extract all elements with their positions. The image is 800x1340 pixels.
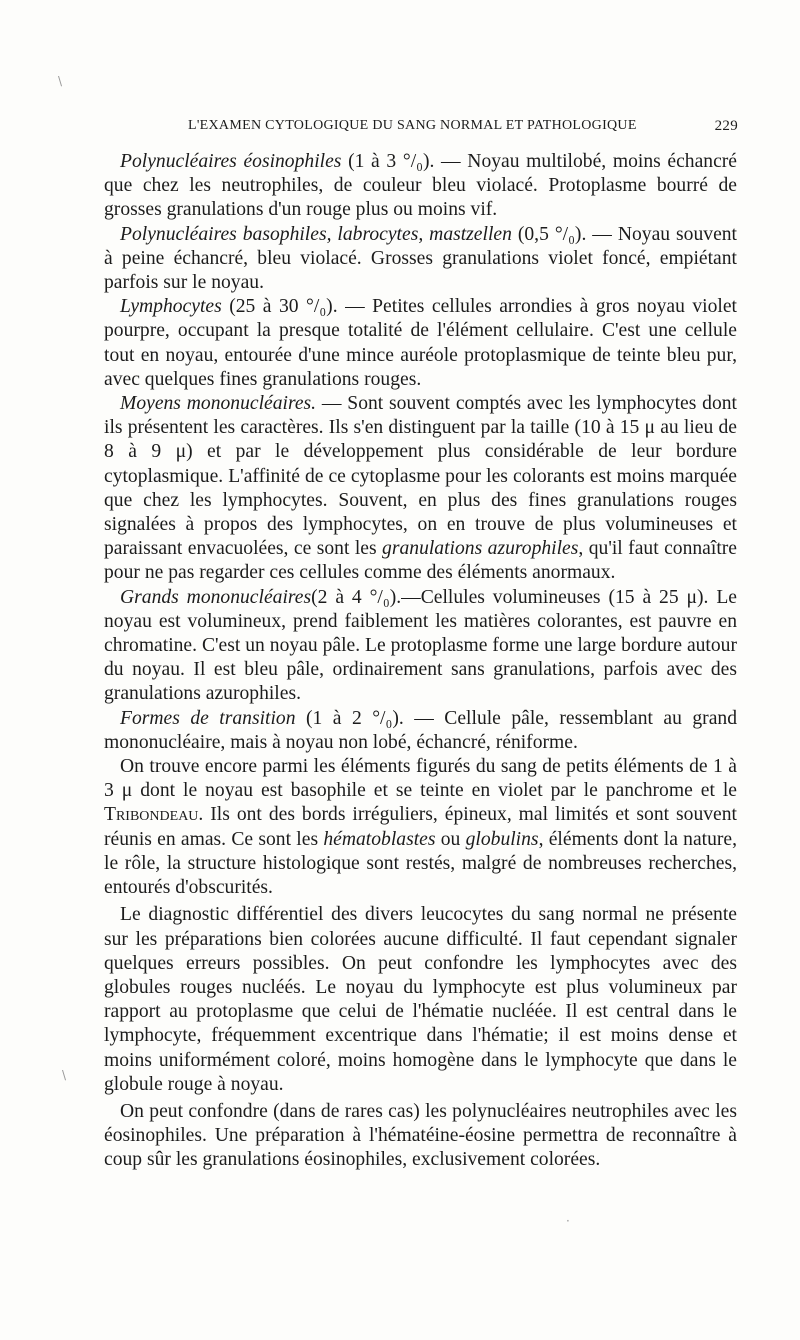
paragraph-hematoblastes: [104, 755, 737, 900]
text-eosinophiles: (1 à 3 °/₀). — Noyau multilobé, moins échancré que chez les neutrophiles, de couleur bleu violacé. Protoplasme bourré de grosses granulations d'un rouge plus ou moins vif.: [104, 151, 738, 221]
running-header: [118, 118, 738, 140]
text-grands-mononucleaires: (2 à 4 °/₀).—Cellules volumineuses (15 à 25 μ). Le noyau est volumineux, prend faiblement les matières colorantes, est pauvre en chromatine. C'est un noyau pâle. Le protoplasme forme une large bordure autour du noyau. Il est bleu pâle, ordinairement sans granulations, parfois avec des granulations azurophiles.: [104, 586, 737, 705]
text-lymphocytes: (25 à 30 °/₀). — Petites cellules arrondies à gros noyau violet pourpre, occupant la presque totalité de l'élément cellulaire. C'est une cellule tout en noyau, entourée d'une mince auréole protoplasmique de teinte bleu pur, avec quelques fines granulations rouges.: [104, 296, 737, 390]
text-confusion: On peut confondre (dans de rares cas) les polynucléaires neutrophiles avec les éosinophiles. Une préparation à l'hématéine-éosine permettra de reconnaître à coup sûr les granulations éosinophiles, exclusivement colorées.: [104, 1100, 737, 1171]
scan-speck: \: [62, 1068, 67, 1082]
paragraph-diagnostic: [104, 903, 737, 1097]
term-lymphocytes: Lymphocytes: [120, 296, 222, 318]
page-number: 229: [714, 118, 738, 134]
text-hematoblastes-d: , éléments dont la nature, le rôle, la structure histologique sont restés, malgré de nombreuses recherches, entourés d'obscurités.: [104, 828, 738, 899]
paragraph-grands-mononucleaires: [104, 586, 737, 707]
scan-speck: \: [58, 74, 63, 88]
running-title: L'EXAMEN CYTOLOGIQUE DU SANG NORMAL ET PATHOLOGIQUE: [188, 118, 637, 133]
term-granulations-azurophiles: granulations azurophiles: [382, 538, 579, 560]
text-hematoblastes-c: ou: [435, 828, 466, 850]
term-formes-transition: Formes de transition: [120, 707, 296, 729]
term-grands-mononucleaires: Grands mononucléaires: [120, 586, 312, 608]
body-text: [104, 150, 737, 1173]
text-basophiles: (0,5 °/₀). — Noyau souvent à peine échancré, bleu violacé. Grosses granulations violet foncé, empiétant parfois sur le noyau.: [104, 223, 738, 294]
text-formes-transition: (1 à 2 °/₀). — Cellule pâle, ressemblant au grand mononucléaire, mais à noyau non lobé, échancré, réniforme.: [104, 707, 737, 753]
paragraph-moyens-mononucleaires: [104, 392, 737, 586]
paragraph-confusion: [104, 1100, 737, 1173]
text-diagnostic: Le diagnostic différentiel des divers leucocytes du sang normal ne présente sur les préparations bien colorées aucune difficulté. Il faut cependant signaler quelques erreurs possibles. On peut confondre les lymphocytes avec des globules rouges nucléés. Le noyau du lymphocyte est plus volumineux par rapport au protoplasme que celui de l'hématie nucléée. Il est central dans le lymphocyte, fréquemment excentrique dans l'hématie; il est moins dense et moins uniformément coloré, moins homogène dans le lymphocyte que dans le globule rouge à noyau.: [104, 904, 737, 1095]
text-moyens-mononucleaires-b: , qu'il faut connaître pour ne pas regarder ces cellules comme des éléments anormaux.: [104, 538, 737, 584]
term-eosinophiles: Polynucléaires éosinophiles: [120, 151, 342, 172]
text-hematoblastes-a: On trouve encore parmi les éléments figurés du sang de petits éléments de 1 à 3 μ dont le noyau est basophile et se teinte en violet par le panchrome et le: [104, 756, 737, 802]
paragraph-formes-transition: [104, 707, 737, 755]
term-hematoblastes: hématoblastes: [323, 828, 436, 850]
text-hematoblastes-b: . Ils ont des bords irréguliers, épineux, mal limités et sont souvent réunis en amas. Ce sont les: [104, 804, 737, 850]
paragraph-basophiles: [104, 223, 737, 296]
term-moyens-mononucleaires: Moyens mononucléaires.: [120, 393, 317, 415]
author-tribondeau: Tribondeau: [104, 804, 199, 826]
term-basophiles: Polynucléaires basophiles, labrocytes, mastzellen: [120, 223, 512, 245]
text-moyens-mononucleaires-a: — Sont souvent comptés avec les lymphocytes dont ils présentent les caractères. Ils s'en distinguent par la taille (10 à 15 μ au lieu de 8 à 9 μ) et par le développement plus considérable de leur bordure cytoplasmique. L'affinité de ce cytoplasme pour les colorants est moins marquée que chez les lymphocytes. Souvent, en plus des fines granulations rouges signalées à propos des lymphocytes, on en trouve de plus volumineuses et paraissant envacuolées, ce sont les: [104, 393, 737, 560]
scan-speck: ·: [566, 1214, 570, 1228]
term-globulins: globulins: [465, 828, 539, 850]
paragraph-eosinophiles: [104, 150, 737, 223]
paragraph-lymphocytes: [104, 295, 737, 392]
